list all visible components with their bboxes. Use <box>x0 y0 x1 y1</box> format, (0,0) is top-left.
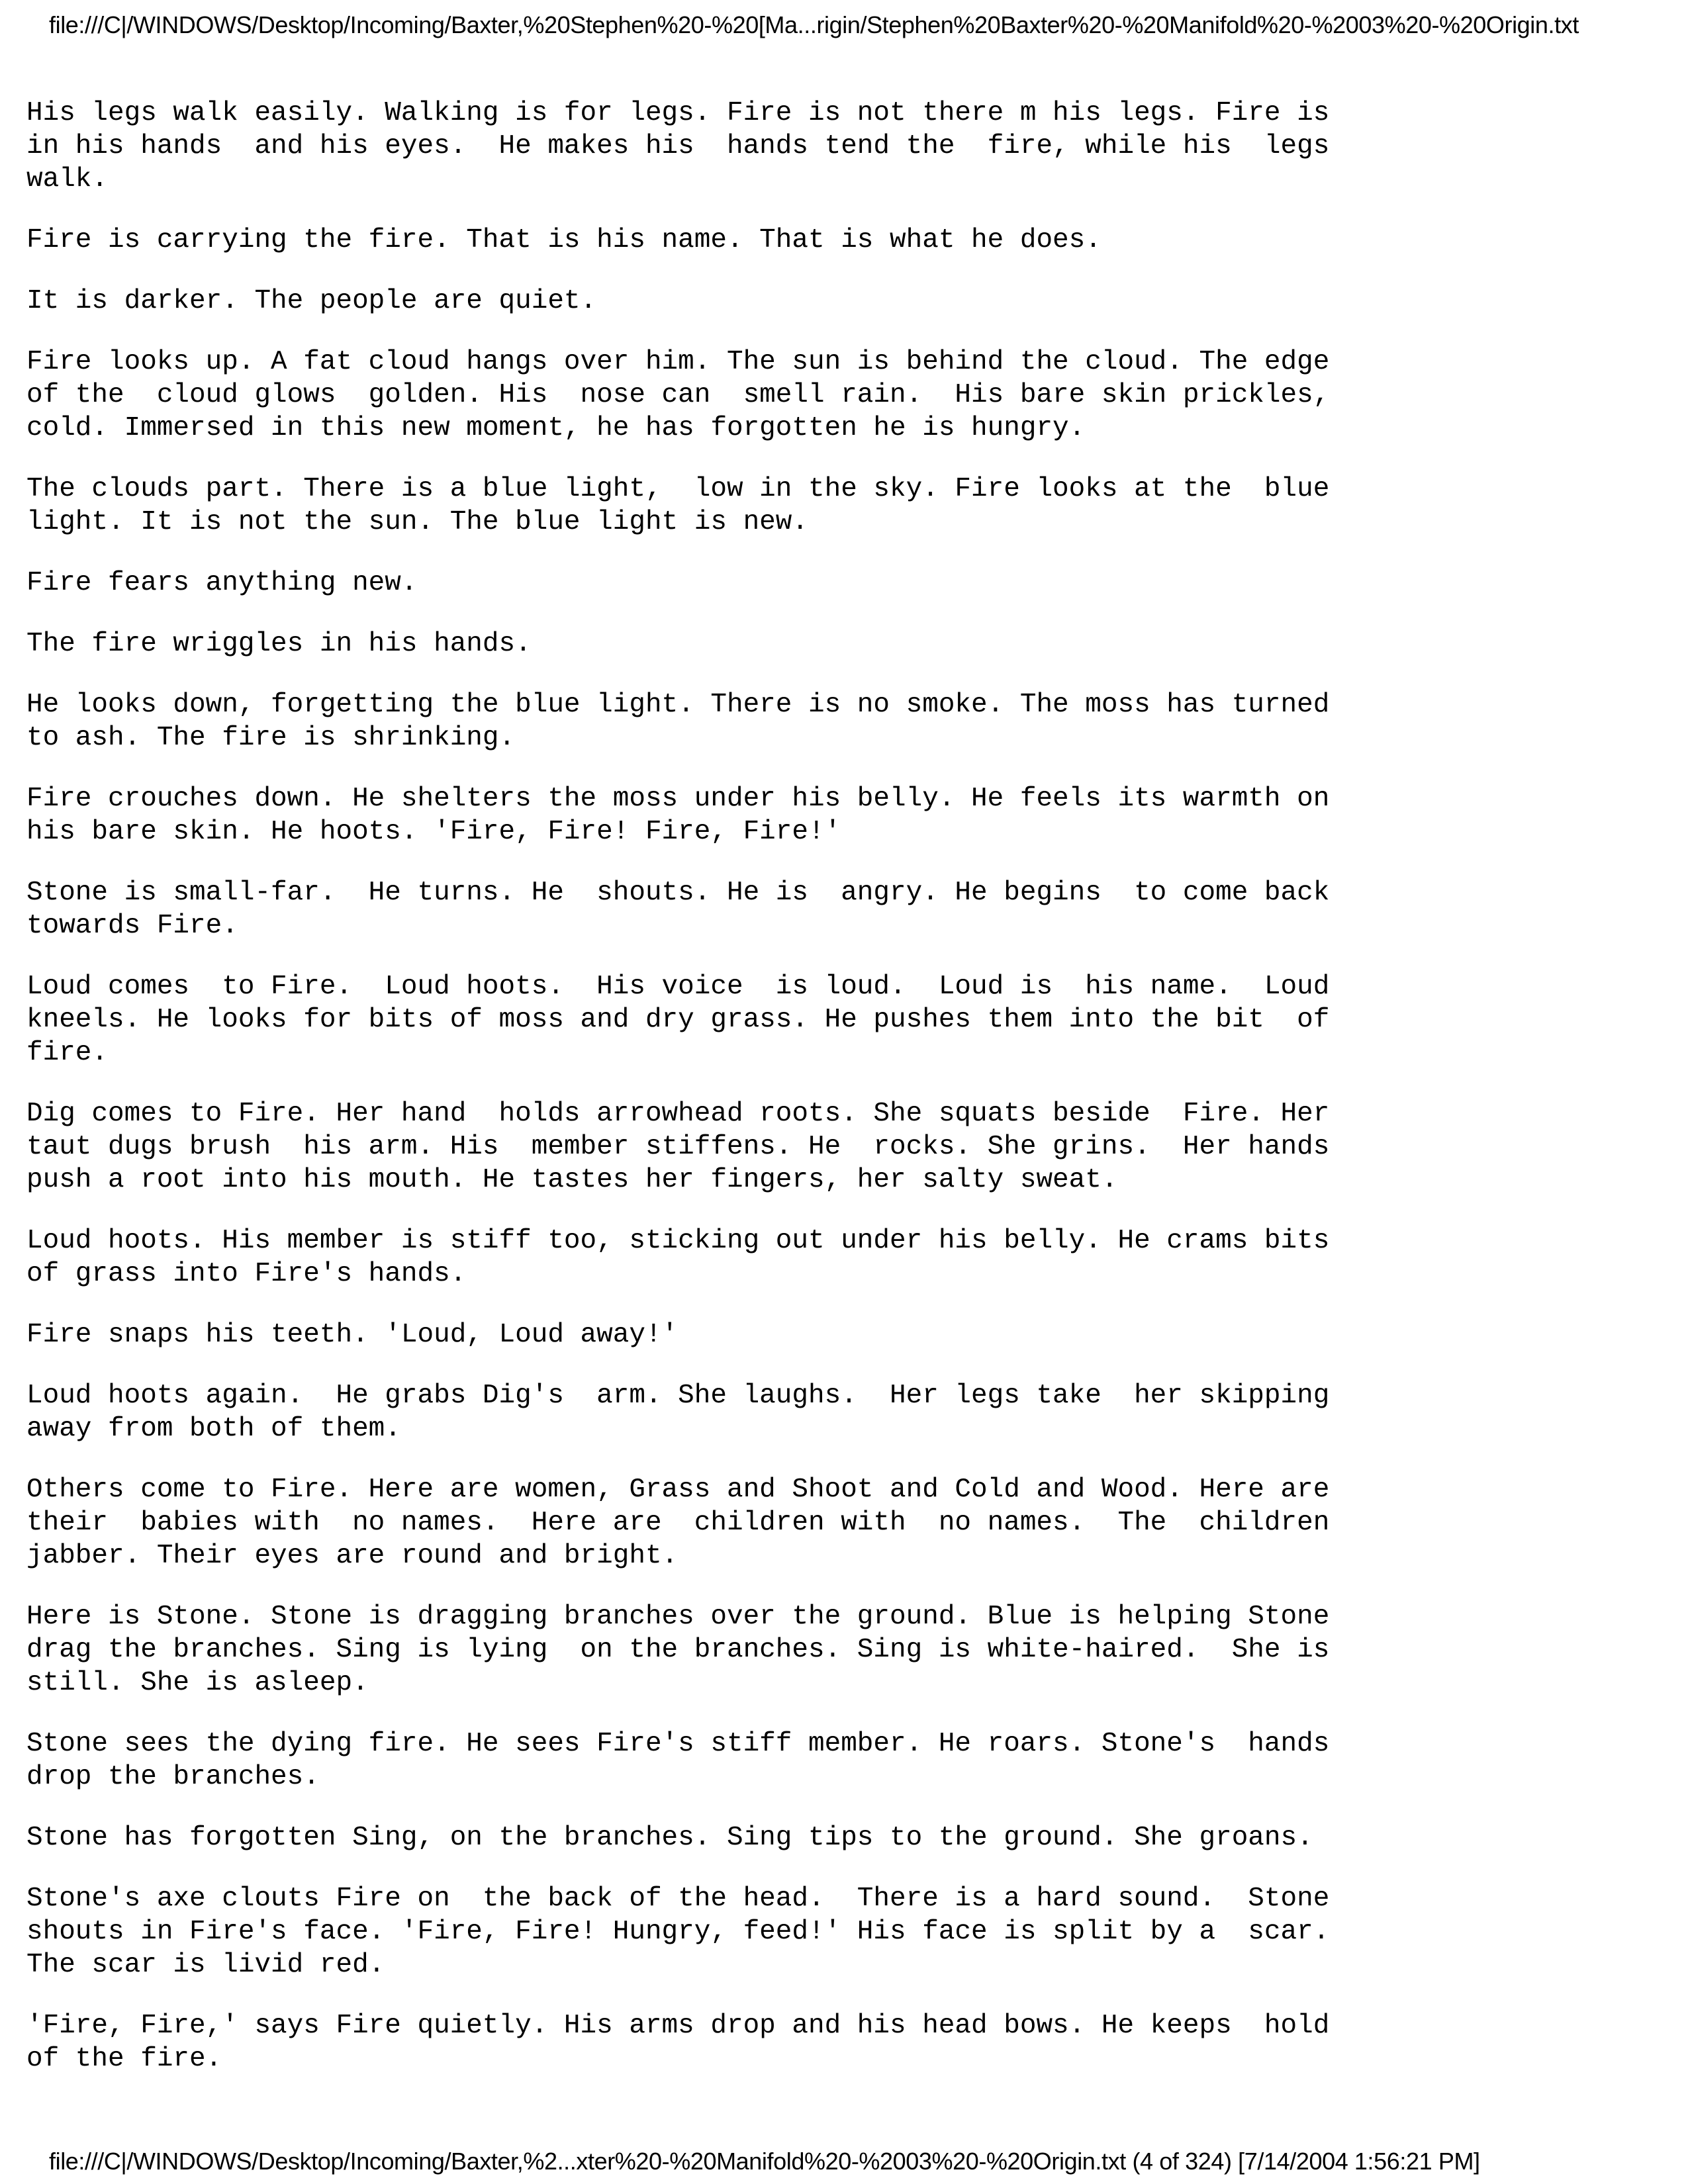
paragraph: It is darker. The people are quiet. <box>26 286 597 316</box>
footer-timestamp: [7/14/2004 1:56:21 PM] <box>1238 2148 1480 2175</box>
footer-path: file:///C|/WINDOWS/Desktop/Incoming/Baxter,%2...xter%20-%20Manifold%20-%2003%20-%20Origin.txt <box>49 2148 1126 2175</box>
paragraph: Fire looks up. A fat cloud hangs over him. The sun is behind the cloud. The edge of the cloud glows golden. His nose can smell rain. His bare skin prickles, cold. Immersed in this new moment, he has forgotten he is hungry. <box>26 347 1330 443</box>
paragraph: Loud hoots. His member is stiff too, sticking out under his belly. He crams bits of grass into Fire's hands. <box>26 1226 1330 1289</box>
paragraph: Stone has forgotten Sing, on the branches. Sing tips to the ground. She groans. <box>26 1823 1313 1853</box>
print-header-path: file:///C|/WINDOWS/Desktop/Incoming/Baxter,%20Stephen%20-%20[Ma...rigin/Stephen%20Baxter%20-%20Manifold%20-%2003%20-%20Origin.txt <box>49 11 1579 38</box>
paragraph: The fire wriggles in his hands. <box>26 629 532 659</box>
paragraph: Stone sees the dying fire. He sees Fire's stiff member. He roars. Stone's hands drop the branches. <box>26 1729 1330 1792</box>
paragraph: Loud hoots again. He grabs Dig's arm. She laughs. Her legs take her skipping away from both of them. <box>26 1381 1330 1444</box>
paragraph: Fire is carrying the fire. That is his name. That is what he does. <box>26 225 1102 255</box>
paragraph: Stone's axe clouts Fire on the back of the head. There is a hard sound. Stone shouts in Fire's face. 'Fire, Fire! Hungry, feed!' His face is split by a scar. The scar is livid red. <box>26 1884 1330 1980</box>
footer-page-info: (4 of 324) <box>1132 2148 1232 2175</box>
paragraph: Fire crouches down. He shelters the moss under his belly. He feels its warmth on his bare skin. He hoots. 'Fire, Fire! Fire, Fire!' <box>26 784 1330 847</box>
paragraph: 'Fire, Fire,' says Fire quietly. His arms drop and his head bows. He keeps hold of the fire. <box>26 2011 1330 2074</box>
paragraph: Fire snaps his teeth. 'Loud, Loud away!' <box>26 1320 679 1350</box>
paragraph: Stone is small-far. He turns. He shouts. He is angry. He begins to come back towards Fire. <box>26 878 1330 941</box>
paragraph: His legs walk easily. Walking is for legs. Fire is not there m his legs. Fire is in his hands and his eyes. He makes his hands tend the fire, while his legs walk. <box>26 98 1330 195</box>
paragraph: The clouds part. There is a blue light, low in the sky. Fire looks at the blue light. It is not the sun. The blue light is new. <box>26 474 1330 537</box>
paragraph: Here is Stone. Stone is dragging branches over the ground. Blue is helping Stone drag the branches. Sing is lying on the branches. Sing is white-haired. She is still. She is asleep. <box>26 1602 1330 1698</box>
paragraph: Others come to Fire. Here are women, Grass and Shoot and Cold and Wood. Here are their babies with no names. Here are children with no names. The children jabber. Their eyes are round and bright. <box>26 1475 1330 1571</box>
paragraph: Loud comes to Fire. Loud hoots. His voice is loud. Loud is his name. Loud kneels. He looks for bits of moss and dry grass. He pushes them into the bit of fire. <box>26 972 1330 1068</box>
paragraph: Fire fears anything new. <box>26 568 418 598</box>
paragraph: He looks down, forgetting the blue light. There is no smoke. The moss has turned to ash. The fire is shrinking. <box>26 690 1330 753</box>
document-body <box>26 97 1390 2103</box>
paragraph: Dig comes to Fire. Her hand holds arrowhead roots. She squats beside Fire. Her taut dugs brush his arm. His member stiffens. He rocks. She grins. Her hands push a root into his mouth. He tastes her fingers, her salty sweat. <box>26 1099 1330 1195</box>
print-footer <box>49 2144 1480 2179</box>
